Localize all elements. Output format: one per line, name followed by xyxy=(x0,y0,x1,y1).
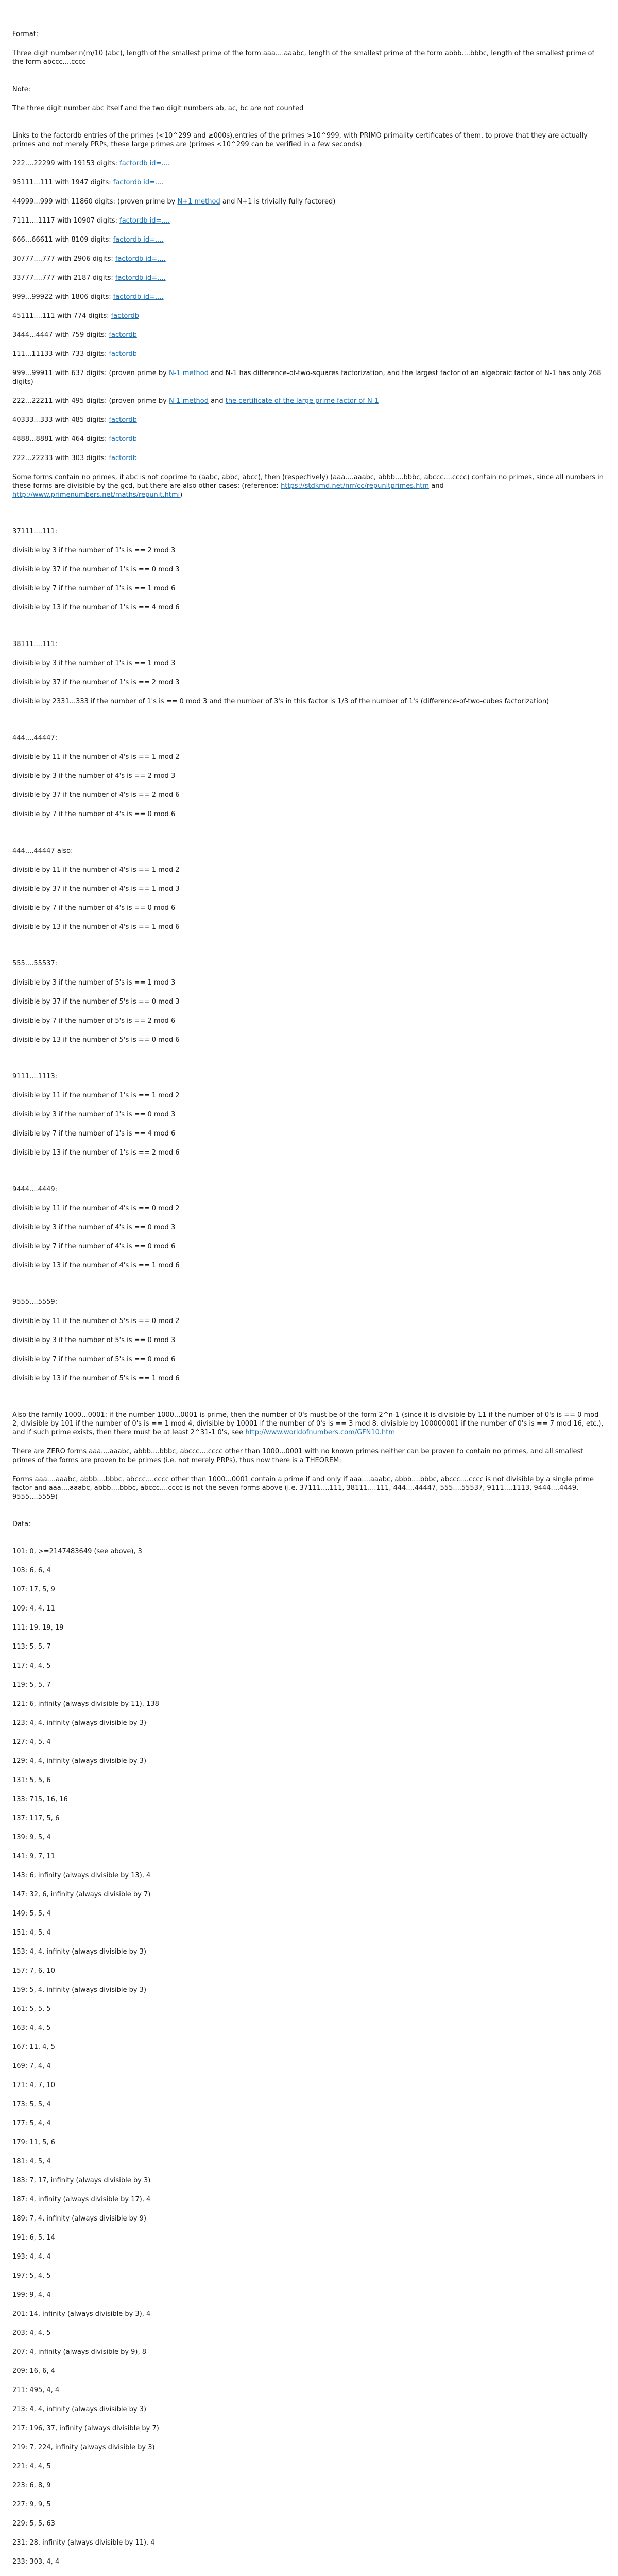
prime-entry-text: 44999...999 with 11860 digits: (proven prime by xyxy=(12,198,178,206)
prime-entry xyxy=(12,274,606,282)
block-rule: divisible by 37 if the number of 5's is == 0 mod 3 xyxy=(12,998,180,1006)
data-row: 221: 4, 4, 5 xyxy=(12,2463,51,2470)
block-rule: divisible by 2331...333 if the number of 1's is == 0 mod 3 and the number of 3's in this factor is 1/3 of the number of 1's (difference-of-two-cubes factorization) xyxy=(12,698,550,705)
note-text: The three digit number abc itself and the two digit numbers ab, ac, bc are not counted xyxy=(12,105,304,112)
data-row: 101: 0, >=2147483649 (see above), 3 xyxy=(12,1548,142,1555)
prime-entry-link[interactable]: N-1 method xyxy=(168,369,209,377)
block-title: 444....44447 also: xyxy=(12,847,73,855)
block-rule: divisible by 7 if the number of 4's is == 0 mod 6 xyxy=(12,810,176,818)
data-row: 213: 4, 4, infinity (always divisible by 3) xyxy=(12,2405,147,2413)
prime-entry-link[interactable]: factordb xyxy=(109,435,137,443)
prime-entry-text: 33777....777 with 2187 digits: xyxy=(12,274,115,282)
zero-forms-paragraph: There are ZERO forms aaa....aaabc, abbb....bbbc, abccc....cccc other than 1000...0001 with no known primes neither can be proven to contain no primes, and all smallest primes of the forms are proven to be primes (i.e. not merely PRPs), thus now there is a THEOREM: xyxy=(12,1448,583,1464)
data-row: 161: 5, 5, 5 xyxy=(12,2005,51,2013)
prime-entry-text: 666...66611 with 8109 digits: xyxy=(12,236,113,244)
block-rule: divisible by 3 if the number of 5's is == 0 mod 3 xyxy=(12,1336,176,1344)
block-title: 37111....111: xyxy=(12,528,58,535)
prime-entry xyxy=(12,197,606,206)
block-rule: divisible by 11 if the number of 5's is == 0 mod 2 xyxy=(12,1317,180,1325)
prime-entry xyxy=(12,216,606,225)
block-rule: divisible by 11 if the number of 1's is == 1 mod 2 xyxy=(12,1092,180,1099)
links-intro: Links to the factordb entries of the primes (<10^299 and ≥000s),entries of the primes >10^999, with PRIMO primality certificates of them, to prove that they are actually primes and not merely PRPs, these large primes are (primes <10^299 can be verified in a few seconds) xyxy=(12,132,588,148)
data-row: 197: 5, 4, 5 xyxy=(12,2272,51,2280)
block-title: 9555....5559: xyxy=(12,1298,58,1306)
data-row: 153: 4, 4, infinity (always divisible by 3) xyxy=(12,1948,147,1956)
block-rule: divisible by 3 if the number of 4's is == 2 mod 3 xyxy=(12,772,176,780)
block-title: 9111....1113: xyxy=(12,1073,58,1080)
gfn10-link[interactable]: http://www.worldofnumbers.com/GFN10.htm xyxy=(245,1429,396,1436)
data-row: 217: 196, 37, infinity (always divisible by 7) xyxy=(12,2425,159,2432)
data-row: 123: 4, 4, infinity (always divisible by 3) xyxy=(12,1719,147,1727)
data-row: 167: 11, 4, 5 xyxy=(12,2043,55,2051)
prime-entry xyxy=(12,312,606,320)
data-row: 121: 6, infinity (always divisible by 11), 138 xyxy=(12,1700,159,1708)
some-forms-paragraph xyxy=(12,473,606,499)
prime-entry-text: 30777....777 with 2906 digits: xyxy=(12,255,115,263)
data-row: 231: 28, infinity (always divisible by 11), 4 xyxy=(12,2539,155,2547)
data-row: 171: 4, 7, 10 xyxy=(12,2081,55,2089)
data-row: 107: 17, 5, 9 xyxy=(12,1586,55,1594)
prime-entry-link[interactable]: factordb xyxy=(109,331,137,339)
prime-entry-link[interactable]: factordb id=.... xyxy=(113,179,164,187)
prime-certificate-list xyxy=(12,159,606,463)
data-row: 201: 14, infinity (always divisible by 3), 4 xyxy=(12,2310,151,2318)
note-heading: Note: xyxy=(12,86,31,93)
prime-entry-text: 40333...333 with 485 digits: xyxy=(12,416,109,424)
block-rule: divisible by 7 if the number of 5's is == 0 mod 6 xyxy=(12,1355,176,1363)
data-row: 111: 19, 19, 19 xyxy=(12,1624,64,1632)
prime-entry xyxy=(12,454,606,463)
prime-entry-text: 45111....111 with 774 digits: xyxy=(12,312,111,320)
block-rule: divisible by 7 if the number of 4's is == 0 mod 6 xyxy=(12,904,176,912)
prime-entry xyxy=(12,435,606,444)
data-row: 199: 9, 4, 4 xyxy=(12,2291,51,2299)
block-rule: divisible by 13 if the number of 1's is == 2 mod 6 xyxy=(12,1149,180,1157)
data-row: 207: 4, infinity (always divisible by 9), 8 xyxy=(12,2348,147,2356)
block-rule: divisible by 3 if the number of 1's is == 2 mod 3 xyxy=(12,547,176,554)
prime-entry-text: 222....22299 with 19153 digits: xyxy=(12,160,120,167)
data-row: 103: 6, 6, 4 xyxy=(12,1567,51,1574)
data-row: 211: 495, 4, 4 xyxy=(12,2386,60,2394)
prime-entry xyxy=(12,416,606,425)
prime-entry-text: 222...22211 with 495 digits: (proven prime by xyxy=(12,397,169,405)
prime-entry-link[interactable]: N-1 method xyxy=(168,397,209,405)
data-row: 143: 6, infinity (always divisible by 13), 4 xyxy=(12,1872,151,1879)
data-row: 173: 5, 5, 4 xyxy=(12,2100,51,2108)
data-row: 119: 5, 5, 7 xyxy=(12,1681,51,1689)
block-rule: divisible by 7 if the number of 5's is == 2 mod 6 xyxy=(12,1017,176,1025)
block-rule: divisible by 3 if the number of 5's is == 1 mod 3 xyxy=(12,979,176,987)
prime-entry-tail: and N-1 has difference-of-two-squares factorization, and the largest factor of an algebraic factor of N-1 has only 268 digits) xyxy=(12,369,602,386)
data-row: 127: 4, 5, 4 xyxy=(12,1738,51,1746)
block-title: 38111....111: xyxy=(12,640,58,648)
prime-entry-text: 3444...4447 with 759 digits: xyxy=(12,331,109,339)
prime-entry-text: 222...22233 with 303 digits: xyxy=(12,454,109,462)
prime-entry-text: 7111....1117 with 10907 digits: xyxy=(12,217,120,225)
format-text: Three digit number n(m/10 (abc), length of the smallest prime of the form aaa....aaabc, length of the smallest prime of the form abbb....bbbc, length of the smallest prime of the form abccc....cccc xyxy=(12,49,595,66)
prime-entry-link[interactable]: factordb id=.... xyxy=(113,293,164,301)
data-row: 203: 4, 4, 5 xyxy=(12,2329,51,2337)
block-rule: divisible by 3 if the number of 1's is == 0 mod 3 xyxy=(12,1111,176,1118)
data-row: 151: 4, 5, 4 xyxy=(12,1929,51,1937)
block-rule: divisible by 11 if the number of 4's is == 1 mod 2 xyxy=(12,753,180,761)
block-rule: divisible by 37 if the number of 4's is == 2 mod 6 xyxy=(12,791,180,799)
data-row: 193: 4, 4, 4 xyxy=(12,2253,51,2261)
data-row: 191: 6, 5, 14 xyxy=(12,2234,55,2242)
block-rule: divisible by 37 if the number of 4's is == 1 mod 3 xyxy=(12,885,180,893)
prime-entry-link[interactable]: factordb id=.... xyxy=(119,217,170,225)
prime-entry-link[interactable]: factordb id=.... xyxy=(113,236,164,244)
prime-entry-text: 999...99911 with 637 digits: (proven prime by xyxy=(12,369,169,377)
data-row: 227: 9, 9, 5 xyxy=(12,2501,51,2509)
data-row: 147: 32, 6, infinity (always divisible by 7) xyxy=(12,1891,151,1899)
block-rule: divisible by 13 if the number of 4's is == 1 mod 6 xyxy=(12,923,180,931)
data-row: 129: 4, 4, infinity (always divisible by 3) xyxy=(12,1757,147,1765)
block-rule: divisible by 7 if the number of 4's is == 0 mod 6 xyxy=(12,1243,176,1250)
prime-entry-text: 4888...8881 with 464 digits: xyxy=(12,435,109,443)
prime-entry xyxy=(12,235,606,244)
data-row: 133: 715, 16, 16 xyxy=(12,1795,68,1803)
data-row: 149: 5, 5, 4 xyxy=(12,1910,51,1918)
data-row: 219: 7, 224, infinity (always divisible by 3) xyxy=(12,2444,155,2451)
data-row: 177: 5, 4, 4 xyxy=(12,2120,51,2127)
prime-entry-link[interactable]: factordb xyxy=(109,416,137,424)
data-row: 223: 6, 8, 9 xyxy=(12,2482,51,2489)
data-row: 109: 4, 4, 11 xyxy=(12,1605,55,1613)
reference-link-primenumbers[interactable]: http://www.primenumbers.net/maths/repunit.html xyxy=(12,491,180,499)
data-row: 169: 7, 4, 4 xyxy=(12,2062,51,2070)
prime-entry xyxy=(12,293,606,301)
block-rule: divisible by 13 if the number of 1's is == 4 mod 6 xyxy=(12,604,180,612)
block-title: 9444....4449: xyxy=(12,1185,58,1193)
format-heading: Format: xyxy=(12,30,39,38)
data-row: 183: 7, 17, infinity (always divisible by 3) xyxy=(12,2177,151,2184)
data-row: 139: 9, 5, 4 xyxy=(12,1834,51,1841)
prime-entry xyxy=(12,369,606,386)
data-list xyxy=(12,1547,606,2576)
prime-entry-link[interactable]: factordb id=.... xyxy=(119,160,170,167)
data-row: 159: 5, 4, infinity (always divisible by 3) xyxy=(12,1986,147,1994)
block-rule: divisible by 37 if the number of 1's is == 2 mod 3 xyxy=(12,679,180,686)
block-rule: divisible by 13 if the number of 5's is == 1 mod 6 xyxy=(12,1375,180,1382)
data-row: 209: 16, 6, 4 xyxy=(12,2367,55,2375)
data-heading: Data: xyxy=(12,1520,31,1528)
prime-entry xyxy=(12,350,606,359)
prime-entry-link[interactable]: factordb id=.... xyxy=(115,274,166,282)
block-title: 555....55537: xyxy=(12,960,58,968)
data-row: 229: 5, 5, 63 xyxy=(12,2520,55,2528)
prime-entry-link[interactable]: factordb xyxy=(109,350,137,358)
data-row: 157: 7, 6, 10 xyxy=(12,1967,55,1975)
prime-entry-link[interactable]: factordb id=.... xyxy=(115,255,166,263)
block-rule: divisible by 37 if the number of 1's is == 0 mod 3 xyxy=(12,566,180,573)
block-rule: divisible by 7 if the number of 1's is == 4 mod 6 xyxy=(12,1130,176,1138)
reference-link-stdkmd[interactable]: https://stdkmd.net/nrr/cc/repunitprimes.htm xyxy=(281,482,430,490)
block-rule: divisible by 3 if the number of 1's is == 1 mod 3 xyxy=(12,659,176,667)
data-row: 117: 4, 4, 5 xyxy=(12,1662,51,1670)
data-row: 179: 11, 5, 6 xyxy=(12,2139,55,2146)
data-row: 189: 7, 4, infinity (always divisible by 9) xyxy=(12,2215,147,2223)
prime-entry-tail: and N+1 is trivially fully factored) xyxy=(220,198,336,206)
prime-entry-link[interactable]: the certificate of the large prime factor of N-1 xyxy=(225,397,379,405)
prime-entry-link[interactable]: factordb xyxy=(109,454,137,462)
data-row: 141: 9, 7, 11 xyxy=(12,1853,55,1860)
data-row: 137: 117, 5, 6 xyxy=(12,1815,60,1822)
block-rule: divisible by 11 if the number of 4's is == 0 mod 2 xyxy=(12,1205,180,1212)
prime-entry-text: 999...99922 with 1806 digits: xyxy=(12,293,113,301)
data-row: 187: 4, infinity (always divisible by 17), 4 xyxy=(12,2196,151,2204)
data-row: 131: 5, 5, 6 xyxy=(12,1776,51,1784)
family-paragraph xyxy=(12,1411,606,1437)
prime-entry xyxy=(12,159,606,168)
theorem-paragraph: Forms aaa....aaabc, abbb....bbbc, abccc....cccc other than 1000...0001 contain a prime if and only if aaa....aaabc, abbb....bbbc, abccc....cccc is not divisible by a single prime factor and aaa....aaabc, abbb....bbbc, abccc....cccc is not the seven forms above (i.e. 37111....111, 38111....111, 444....44447, 555....55537, 9111....1113, 9444....4449, 9555....5559) xyxy=(12,1476,594,1501)
block-rule: divisible by 3 if the number of 4's is == 0 mod 3 xyxy=(12,1224,176,1231)
block-title: 444....44447: xyxy=(12,734,58,742)
prime-entry-link[interactable]: factordb xyxy=(111,312,139,320)
prime-entry-text: 111...11133 with 733 digits: xyxy=(12,350,109,358)
some-forms-close: ) xyxy=(180,491,183,499)
family-text: Also the family 1000...0001: if the number 1000...0001 is prime, then the number of 0's must be of the form 2^n-1 (since it is divisible by 11 if the number of 0's is == 0 mod 2, divisible by 101 if the number of 0's is == 1 mod 4, divisible by 10001 if the number of 0's is == 3 mod 8, divisible by 100000001 if the number of 0's is == 7 mod 16, etc.), and if such prime exists, then there must be at least 2^31-1 0's, see xyxy=(12,1411,604,1436)
block-rule: divisible by 13 if the number of 5's is == 0 mod 6 xyxy=(12,1036,180,1044)
prime-entry xyxy=(12,255,606,263)
block-rule: divisible by 13 if the number of 4's is == 1 mod 6 xyxy=(12,1262,180,1269)
data-row: 233: 303, 4, 4 xyxy=(12,2558,60,2566)
some-forms-and: and xyxy=(429,482,444,490)
block-rule: divisible by 11 if the number of 4's is == 1 mod 2 xyxy=(12,866,180,874)
prime-entry-link[interactable]: N+1 method xyxy=(177,198,220,206)
block-rule: divisible by 7 if the number of 1's is == 1 mod 6 xyxy=(12,585,176,592)
divisibility-blocks xyxy=(12,510,606,1411)
prime-entry-text: 95111...111 with 1947 digits: xyxy=(12,179,113,187)
data-row: 113: 5, 5, 7 xyxy=(12,1643,51,1651)
prime-entry xyxy=(12,178,606,187)
some-forms-text: Some forms contain no primes, if abc is not coprime to (aabc, abbc, abcc), then (respectively) (aaa....aaabc, abbb....bbbc, abccc....cccc) contain no primes, since all numbers in these forms are divisible by the gcd, but there are also other cases: (reference: xyxy=(12,473,604,490)
data-row: 163: 4, 4, 5 xyxy=(12,2024,51,2032)
prime-entry-separator: and xyxy=(208,397,226,405)
data-row: 181: 4, 5, 4 xyxy=(12,2158,51,2165)
prime-entry xyxy=(12,331,606,340)
prime-entry xyxy=(12,397,606,405)
